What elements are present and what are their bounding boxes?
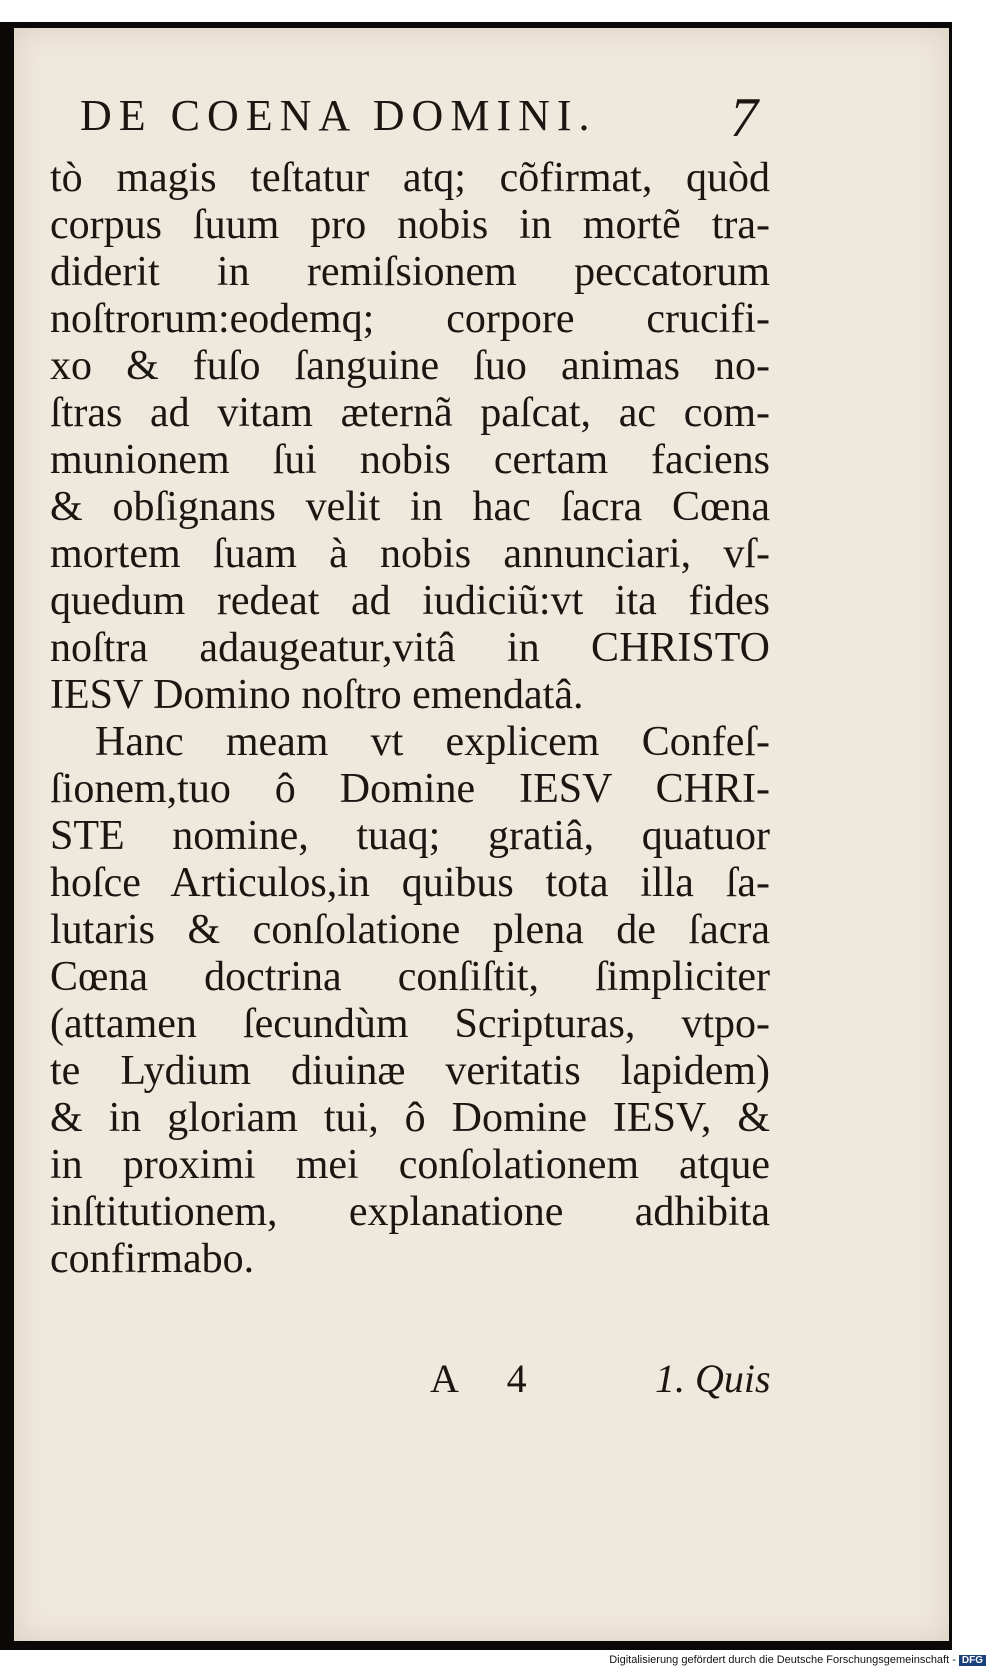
page-footer — [430, 1355, 780, 1415]
text-line: lutaris & conſolatione plena de ſacra — [50, 907, 770, 953]
text-line: diderit in remiſsionem peccatorum — [50, 249, 770, 295]
text-line: (attamen ſecundùm Scripturas, vtpo- — [50, 1001, 770, 1047]
text-line: in proximi mei conſolationem atque — [50, 1142, 770, 1188]
text-line: & in gloriam tui, ô Domine IESV, & — [50, 1095, 770, 1141]
catchword: 1. Quis — [655, 1356, 771, 1401]
text-line: noſtrorum:eodemq; corpore crucifi- — [50, 296, 770, 342]
text-line: quedum redeat ad iudiciũ:vt ita fides — [50, 578, 770, 624]
page-number: 7 — [730, 87, 765, 149]
text-line: corpus ſuum pro nobis in mortẽ tra- — [50, 202, 770, 248]
text-line: ſionem,tuo ô Domine IESV CHRI- — [50, 766, 770, 812]
text-line: mortem ſuam à nobis annunciari, vſ- — [50, 531, 770, 577]
digitization-credit — [609, 1654, 986, 1666]
credit-text: Digitalisierung gefördert durch die Deutsche Forschungsgemeinschaft - — [609, 1654, 956, 1666]
text-line: & obſignans velit in hac ſacra Cœna — [50, 484, 770, 530]
text-line: munionem ſui nobis certam faciens — [50, 437, 770, 483]
dfg-logo: DFG — [959, 1655, 986, 1666]
text-line: Cœna doctrina conſiſtit, ſimpliciter — [50, 954, 770, 1000]
paragraph-start-line: Hanc meam vt explicem Confeſ- — [95, 719, 770, 765]
page-header — [80, 87, 780, 160]
text-line: STE nomine, tuaq; gratiâ, quatuor — [50, 813, 770, 859]
text-line: tò magis teſtatur atq; cõfirmat, quòd — [50, 155, 770, 201]
paragraph-end-line: IESV Domino noſtro emendatâ. — [50, 672, 584, 718]
paragraph-end-line: confirmabo. — [50, 1236, 255, 1282]
signature-mark: A 4 — [430, 1356, 547, 1401]
running-title: DE COENA DOMINI. — [80, 91, 597, 140]
text-line: te Lydium diuinæ veritatis lapidem) — [50, 1048, 770, 1094]
text-line: xo & fuſo ſanguine ſuo animas no- — [50, 343, 770, 389]
text-line: inſtitutionem, explanatione adhibita — [50, 1189, 770, 1235]
text-line: ſtras ad vitam æternã paſcat, ac com- — [50, 390, 770, 436]
page-body-text — [50, 155, 770, 1283]
text-line: hoſce Articulos,in quibus tota illa ſa- — [50, 860, 770, 906]
text-line: noſtra adaugeatur,vitâ in CHRISTO — [50, 625, 770, 671]
